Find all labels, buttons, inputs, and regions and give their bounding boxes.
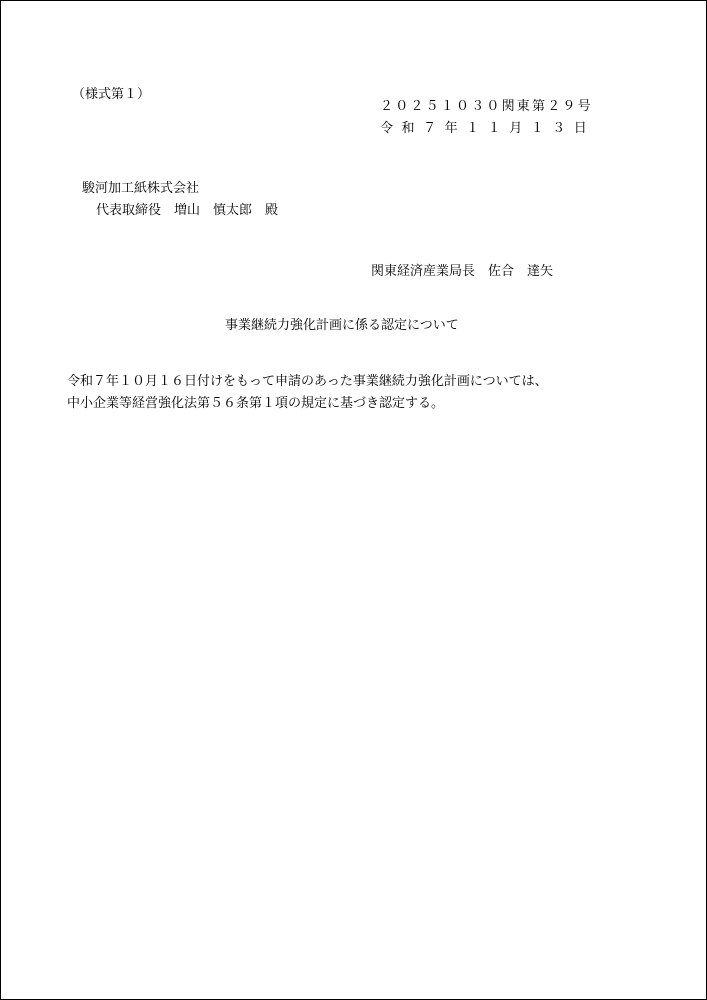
document-date: 令 和 ７ 年 １ １ 月 １ ３ 日	[380, 121, 589, 136]
recipient-company: 駿河加工紙株式会社	[82, 181, 200, 196]
body-text-line-2: 中小企業等経営強化法第５６条第１項の規定に基づき認定する。	[67, 396, 445, 411]
sender: 関東経済産業局長 佐合 達矢	[371, 264, 554, 279]
form-label: （様式第１）	[72, 87, 151, 102]
body-text-line-1: 令和７年１０月１６日付けをもって申請のあった事業継続力強化計画については、	[67, 374, 548, 389]
recipient-person: 代表取締役 増山 慎太郎 殿	[96, 203, 279, 218]
document-number: ２０２５１０３０関東第２９号	[380, 99, 593, 114]
subject-title: 事業継続力強化計画に係る認定について	[225, 318, 459, 333]
